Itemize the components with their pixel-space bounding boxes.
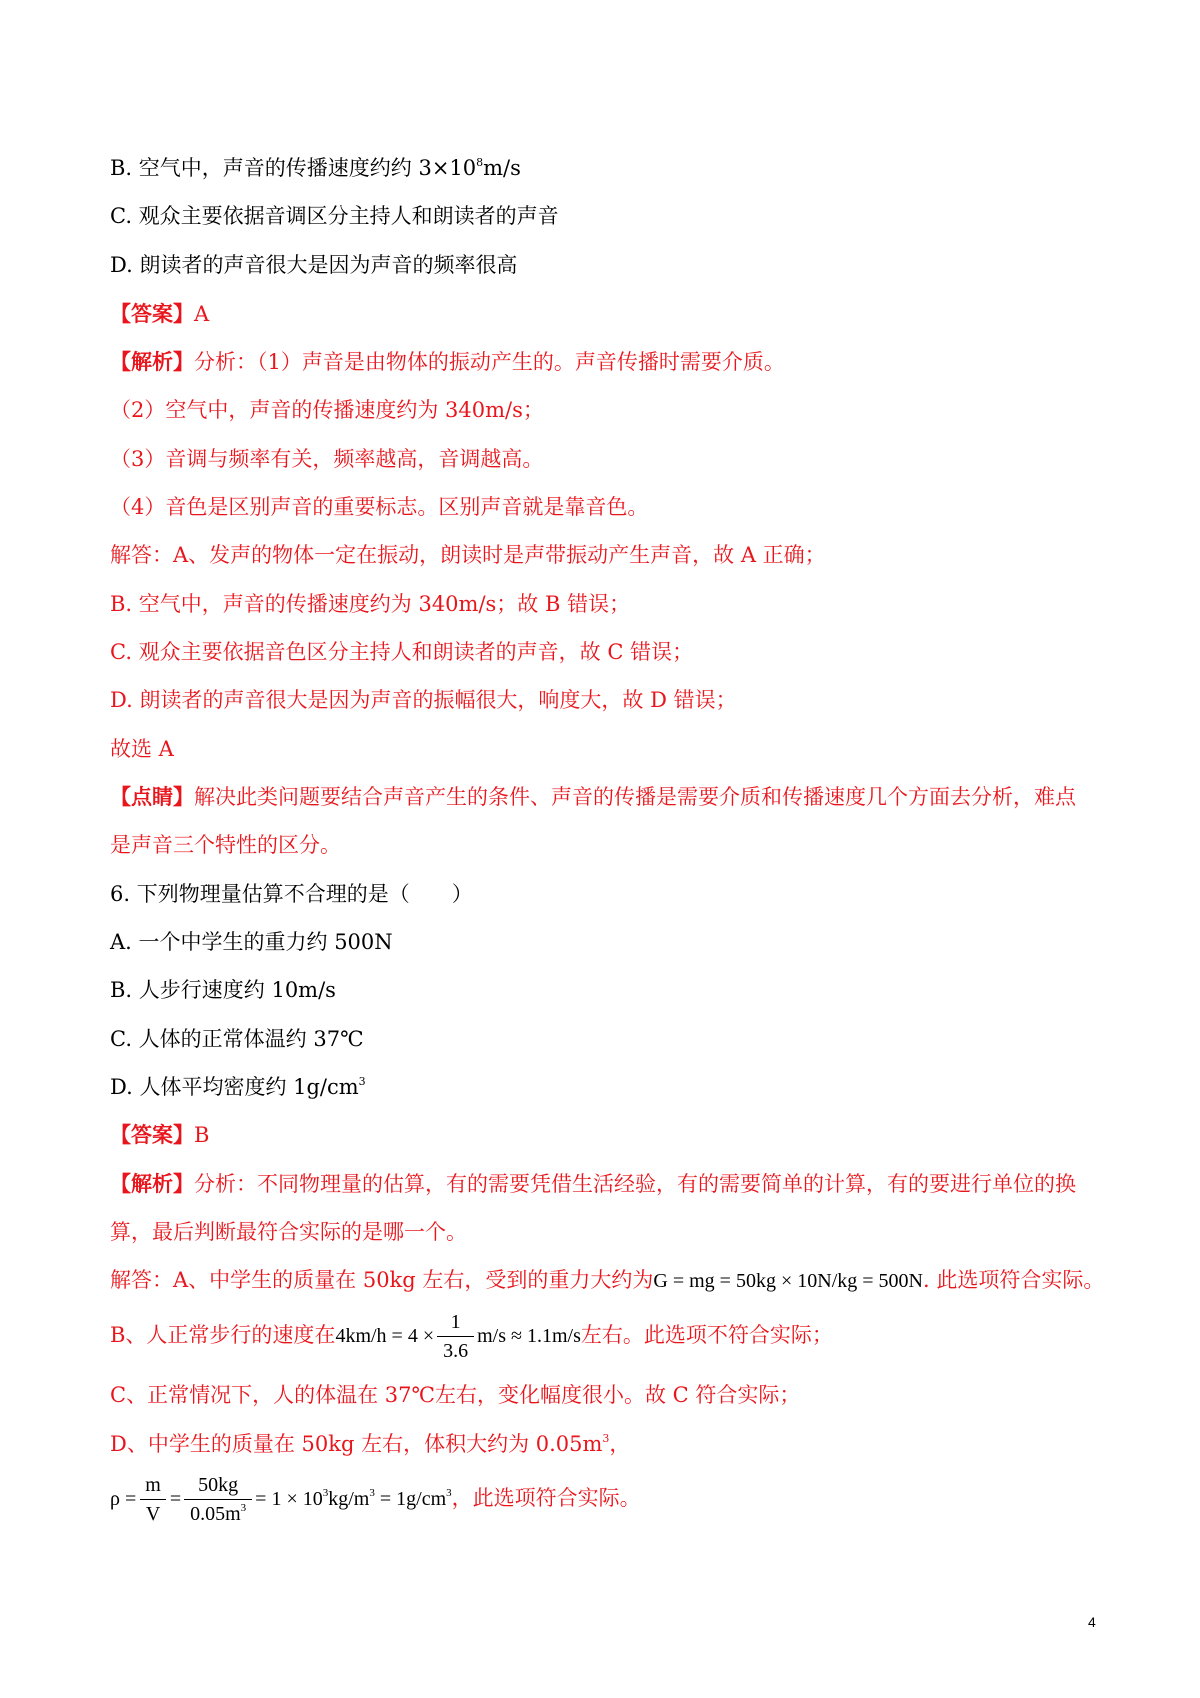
line-q6-solution-a <box>110 1266 1104 1295</box>
q6-answer-label: 【答案】 <box>110 1122 194 1147</box>
density-result-unit: kg/m <box>328 1488 370 1510</box>
line-q6-stem: 6. 下列物理量估算不合理的是（ ） <box>110 882 473 906</box>
q6-solution-b-fraction-denominator: 3.6 <box>437 1336 474 1363</box>
q5-answer-value: A <box>194 302 210 326</box>
q6-solution-a-formula: G = mg = 50kg × 10N/kg = 500N <box>653 1270 923 1292</box>
line-q5-point-3: （3）音调与频率有关，频率越高，音调越高。 <box>110 447 544 471</box>
line-q5-solution-b: B. 空气中，声音的传播速度约为 340m/s；故 B 错误； <box>110 592 631 616</box>
q6-analysis-label: 【解析】 <box>110 1171 194 1196</box>
q6-solution-a-text: 解答：A、中学生的质量在 50kg 左右，受到的重力大约为 <box>110 1268 654 1292</box>
q6-solution-d-text: D、中学生的质量在 50kg 左右，体积大约为 0.05m <box>110 1432 603 1456</box>
q6-solution-b-fraction-numerator: 1 <box>450 1311 461 1333</box>
line-q6-solution-d <box>110 1430 630 1458</box>
q5-analysis-text: 分析：（1）声音是由物体的振动产生的。声音传播时需要介质。 <box>194 350 785 374</box>
density-result-power: 3 <box>322 1487 329 1499</box>
q5-comment-text: 解决此类问题要结合声音产生的条件、声音的传播是需要介质和传播速度几个方面去分析，难点 <box>194 785 1076 809</box>
line-q5-solution-d: D. 朗读者的声音很大是因为声音的振幅很大，响度大，故 D 错误； <box>110 688 737 712</box>
line-q6-density-formula <box>110 1469 641 1528</box>
line-q5-answer <box>110 300 209 328</box>
line-q5-point-2: （2）空气中，声音的传播速度约为 340m/s； <box>110 398 544 422</box>
q6-solution-b-formula-right: m/s ≈ 1.1m/s <box>477 1325 581 1347</box>
density-fraction-mv <box>139 1473 167 1526</box>
q6-solution-b-fraction <box>437 1310 474 1363</box>
q5-answer-label: 【答案】 <box>110 301 194 326</box>
density-result-coefficient: = 1 × 10 <box>255 1488 323 1510</box>
page-number: 4 <box>1088 1614 1096 1630</box>
line-q5-point-4: （4）音色是区别声音的重要标志。区别声音就是靠音色。 <box>110 495 649 519</box>
density-comment: ，此选项符合实际。 <box>451 1486 641 1510</box>
density-lhs: ρ = <box>110 1488 137 1510</box>
line-q5-choose: 故选 A <box>110 737 174 761</box>
density-result-converted-exponent: 3 <box>446 1487 452 1499</box>
line-q5-analysis <box>110 348 785 376</box>
q6-solution-b-text: B、人正常步行的速度在 <box>110 1323 336 1347</box>
line-q5-comment-1 <box>110 783 1076 811</box>
line-q6-solution-b <box>110 1307 833 1364</box>
q6-analysis-text: 分析：不同物理量的估算，有的需要凭借生活经验，有的需要简单的计算，有的要进行单位的换 <box>194 1172 1076 1196</box>
q5-comment-label: 【点睛】 <box>110 784 194 809</box>
density-fraction-values-numerator: 50kg <box>198 1474 239 1496</box>
line-q6-solution-c: C、正常情况下，人的体温在 37℃左右，变化幅度很小。故 C 符合实际； <box>110 1383 801 1407</box>
line-q5-solution-c: C. 观众主要依据音色区分主持人和朗读者的声音，故 C 错误； <box>110 640 694 664</box>
q6-option-d-text: D. 人体平均密度约 1g/cm <box>110 1075 359 1099</box>
line-q6-answer <box>110 1121 209 1149</box>
q6-solution-d-exponent: 3 <box>602 1432 610 1445</box>
q6-solution-b-formula-left: 4km/h = 4 × <box>335 1325 435 1347</box>
line-q6-option-d <box>110 1073 366 1101</box>
density-fraction-mv-denominator: V <box>140 1499 166 1526</box>
q6-option-d-exponent: 3 <box>358 1075 366 1088</box>
density-result-converted: = 1g/cm <box>374 1488 447 1510</box>
density-volume-value: 0.05m <box>190 1503 241 1525</box>
density-fraction-mv-numerator: m <box>145 1474 161 1496</box>
density-equals: = <box>169 1488 182 1510</box>
q6-solution-b-comment: 左右。此选项不符合实际； <box>580 1323 833 1347</box>
q5-option-b-text: B. 空气中，声音的传播速度约约 3×10 <box>110 156 477 180</box>
density-result-unit-exponent: 3 <box>369 1487 375 1499</box>
line-q5-option-c: C. 观众主要依据音调区分主持人和朗读者的声音 <box>110 204 559 228</box>
q6-solution-a-comment: . 此选项符合实际。 <box>922 1268 1105 1292</box>
q6-solution-d-comma: ， <box>609 1432 631 1456</box>
density-fraction-values-denominator <box>184 1499 252 1526</box>
density-fraction-values <box>184 1473 252 1526</box>
q5-option-b-exponent: 8 <box>476 156 484 169</box>
line-q5-option-d: D. 朗读者的声音很大是因为声音的频率很高 <box>110 253 518 277</box>
line-q6-option-a: A. 一个中学生的重力约 500N <box>110 930 393 954</box>
line-q6-option-b: B. 人步行速度约 10m/s <box>110 978 336 1002</box>
line-q6-analysis-2: 算，最后判断最符合实际的是哪一个。 <box>110 1220 467 1244</box>
line-q6-analysis-1 <box>110 1170 1076 1198</box>
q5-analysis-label: 【解析】 <box>110 349 194 374</box>
q6-answer-value: B <box>194 1123 210 1147</box>
line-q5-option-b <box>110 154 521 182</box>
q5-option-b-unit: m/s <box>483 156 521 180</box>
density-volume-exponent: 3 <box>240 1502 247 1514</box>
line-q6-option-c: C. 人体的正常体温约 37℃ <box>110 1027 364 1051</box>
line-q5-solution-a: 解答：A、发声的物体一定在振动，朗读时是声带振动产生声音，故 A 正确； <box>110 543 826 567</box>
density-result <box>255 1488 451 1510</box>
line-q5-comment-2: 是声音三个特性的区分。 <box>110 833 341 857</box>
